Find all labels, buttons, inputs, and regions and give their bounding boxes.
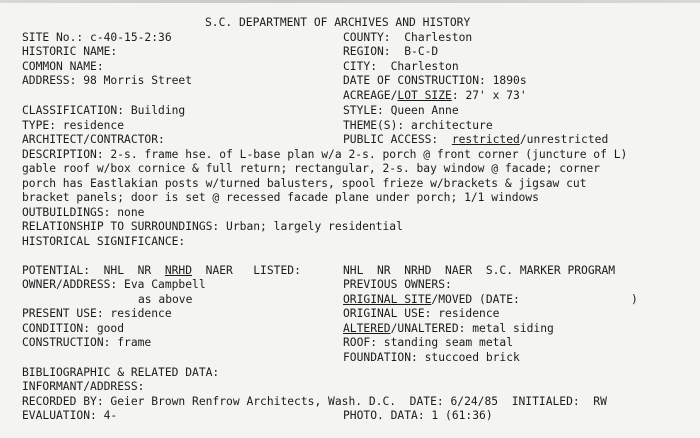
county: COUNTY: Charleston [343, 31, 473, 44]
description-line: gable roof w/box cornice & full return; rectangular, 2-s. bay window @ facade; corner [22, 162, 601, 175]
type: TYPE: residence [22, 119, 125, 132]
historical-significance: HISTORICAL SIGNIFICANCE: [22, 235, 186, 248]
original-site-moved [343, 293, 520, 306]
informant-address: INFORMANT/ADDRESS: [22, 380, 145, 393]
bibliographic-data: BIBLIOGRAPHIC & RELATED DATA: [22, 366, 220, 379]
outbuildings: OUTBUILDINGS: none [22, 206, 145, 219]
address: ADDRESS: 98 Morris Street [22, 74, 193, 87]
public-access-label: PUBLIC ACCESS: [343, 133, 452, 146]
public-access [343, 133, 608, 146]
potential-rest: NAER LISTED: [192, 264, 301, 277]
city: CITY: Charleston [343, 60, 459, 73]
listed-options: NHL NR NRHD NAER S.C. MARKER PROGRAM [343, 264, 616, 277]
moved-date-close: ) [631, 293, 638, 306]
lot-size-label: LOT SIZE [397, 89, 452, 102]
altered-unaltered [343, 322, 554, 335]
classification: CLASSIFICATION: Building [22, 104, 186, 117]
altered-label: ALTERED [343, 322, 391, 335]
potential-label: POTENTIAL: NHL NR [22, 264, 165, 277]
scan-edge [0, 0, 700, 3]
roof: ROOF: standing seam metal [343, 336, 514, 349]
date-of-construction: DATE OF CONSTRUCTION: 1890s [343, 74, 527, 87]
description-line: bracket panels; door is set @ recessed facade plane under porch; 1/1 windows [22, 191, 539, 204]
form-header: S.C. DEPARTMENT OF ARCHIVES AND HISTORY [205, 16, 471, 29]
foundation: FOUNDATION: stuccoed brick [343, 351, 520, 364]
original-use: ORIGINAL USE: residence [343, 307, 500, 320]
description-line: DESCRIPTION: 2-s. frame hse. of L-base plan w/a 2-s. porch @ front corner (juncture of L) [22, 148, 628, 161]
common-name: COMMON NAME: [22, 60, 104, 73]
original-site-label: ORIGINAL SITE [343, 293, 432, 306]
style: STYLE: Queen Anne [343, 104, 459, 117]
relationship-to-surroundings: RELATIONSHIP TO SURROUNDINGS: Urban; largely residential [22, 220, 403, 233]
access-restricted: restricted [451, 133, 520, 146]
acreage-lot-size [343, 89, 527, 102]
access-unrestricted: /unrestricted [519, 133, 609, 146]
owner-address-line2: as above [138, 293, 193, 306]
acreage-label: ACREAGE/ [343, 89, 398, 102]
lot-size-value: : 27' x 73' [451, 89, 527, 102]
moved-date-label: /MOVED (DATE: [431, 293, 520, 306]
historic-name: HISTORIC NAME: [22, 45, 118, 58]
present-use: PRESENT USE: residence [22, 307, 172, 320]
previous-owners: PREVIOUS OWNERS: [343, 278, 452, 291]
owner-address: OWNER/ADDRESS: Eva Campbell [22, 278, 206, 291]
recorded-by: RECORDED BY: Geier Brown Renfrow Architects, Wash. D.C. DATE: 6/24/85 INITIALED: RW [22, 395, 607, 408]
potential [22, 264, 301, 277]
potential-nrhd: NRHD [164, 264, 193, 277]
unaltered-value: /UNALTERED: metal siding [390, 322, 554, 335]
evaluation: EVALUATION: 4- [22, 409, 118, 422]
photo-data: PHOTO. DATA: 1 (61:36) [343, 409, 493, 422]
themes: THEME(S): architecture [343, 119, 493, 132]
architect-contractor: ARCHITECT/CONTRACTOR: [22, 133, 165, 146]
site-number: SITE No.: c-40-15-2:36 [22, 31, 172, 44]
description-line: porch has Eastlakian posts w/turned balusters, spool frieze w/brackets & jigsaw cut [22, 177, 587, 190]
region: REGION: B-C-D [343, 45, 439, 58]
construction: CONSTRUCTION: frame [22, 336, 152, 349]
condition: CONDITION: good [22, 322, 125, 335]
